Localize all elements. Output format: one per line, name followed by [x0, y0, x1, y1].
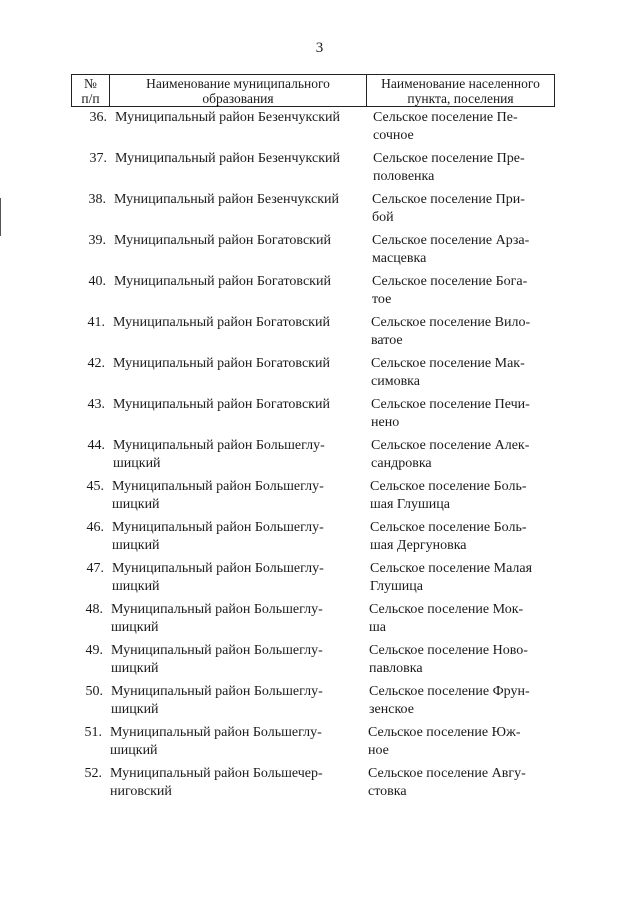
row-settlement: Сельское поселение Малая Глушица [370, 561, 533, 594]
row-municipality: Муниципальный район Богатовский [113, 397, 330, 412]
table-row [0, 150, 639, 190]
row-municipality: Муниципальный район Большечер- ниговский [110, 766, 323, 799]
row-municipality: Муниципальный район Большеглу- шицкий [112, 561, 324, 594]
table-header [71, 74, 555, 107]
header-number-column: № п/п [72, 75, 110, 106]
row-number: 36. [89, 110, 107, 125]
row-number: 44. [87, 438, 105, 453]
row-number: 46. [86, 520, 104, 535]
row-municipality: Муниципальный район Большеглу- шицкий [111, 684, 323, 717]
header-municipality-column: Наименование муниципального образования [110, 75, 367, 106]
row-settlement: Сельское поселение Пе- сочное [373, 110, 518, 143]
row-settlement: Сельское поселение Боль- шая Глушица [370, 479, 527, 512]
row-settlement: Сельское поселение Алек- сандровка [371, 438, 530, 471]
table-row [0, 396, 639, 436]
table-row [0, 355, 639, 395]
row-municipality: Муниципальный район Большеглу- шицкий [112, 520, 324, 553]
row-settlement: Сельское поселение Пре- половенка [373, 151, 525, 184]
table-row [0, 109, 639, 149]
row-settlement: Сельское поселение Вило- ватое [371, 315, 531, 348]
row-settlement: Сельское поселение Мак- симовка [371, 356, 525, 389]
page-number: 3 [315, 40, 324, 56]
table-row [0, 560, 639, 600]
row-municipality: Муниципальный район Большеглу- шицкий [110, 725, 322, 758]
row-municipality: Муниципальный район Безенчукский [115, 151, 341, 166]
row-settlement: Сельское поселение Бога- тое [372, 274, 528, 307]
header-settlement-column: Наименование населенного пункта, поселения [381, 76, 540, 106]
row-number: 40. [88, 274, 106, 289]
row-settlement: Сельское поселение Арза- масцевка [372, 233, 530, 266]
table-row [0, 437, 639, 477]
table-row [0, 191, 639, 231]
row-number: 51. [84, 725, 102, 740]
row-municipality: Муниципальный район Безенчукский [115, 110, 341, 125]
row-municipality: Муниципальный район Богатовский [114, 233, 331, 248]
row-municipality: Муниципальный район Большеглу- шицкий [112, 479, 324, 512]
row-number: 38. [88, 192, 106, 207]
row-settlement: Сельское поселение Авгу- стовка [368, 766, 526, 799]
row-number: 47. [86, 561, 104, 576]
table-row [0, 601, 639, 641]
row-municipality: Муниципальный район Богатовский [113, 315, 330, 330]
scan-edge-mark [0, 198, 1, 236]
row-municipality: Муниципальный район Безенчукский [114, 192, 340, 207]
row-number: 37. [89, 151, 107, 166]
table-row [0, 478, 639, 518]
row-municipality: Муниципальный район Большеглу- шицкий [111, 602, 323, 635]
table-row [0, 683, 639, 723]
row-number: 42. [87, 356, 105, 371]
row-number: 52. [84, 766, 102, 781]
row-municipality: Муниципальный район Большеглу- шицкий [113, 438, 325, 471]
row-municipality: Муниципальный район Большеглу- шицкий [111, 643, 323, 676]
table-row [0, 642, 639, 682]
row-settlement: Сельское поселение Боль- шая Дергуновка [370, 520, 527, 553]
table-row [0, 724, 639, 764]
row-settlement: Сельское поселение Фрун- зенское [369, 684, 530, 717]
row-municipality: Муниципальный район Богатовский [113, 356, 330, 371]
row-settlement: Сельское поселение При- бой [372, 192, 525, 225]
row-settlement: Сельское поселение Мок- ша [369, 602, 524, 635]
row-settlement: Сельское поселение Юж- ное [368, 725, 521, 758]
row-settlement: Сельское поселение Печи- нено [371, 397, 530, 430]
row-number: 50. [85, 684, 103, 699]
table-row [0, 765, 639, 805]
table-row [0, 314, 639, 354]
row-number: 48. [85, 602, 103, 617]
row-number: 39. [88, 233, 106, 248]
row-number: 43. [87, 397, 105, 412]
row-settlement: Сельское поселение Ново- павловка [369, 643, 528, 676]
row-number: 45. [86, 479, 104, 494]
table-row [0, 273, 639, 313]
table-row [0, 519, 639, 559]
row-number: 41. [87, 315, 105, 330]
row-municipality: Муниципальный район Богатовский [114, 274, 331, 289]
table-row [0, 232, 639, 272]
row-number: 49. [85, 643, 103, 658]
